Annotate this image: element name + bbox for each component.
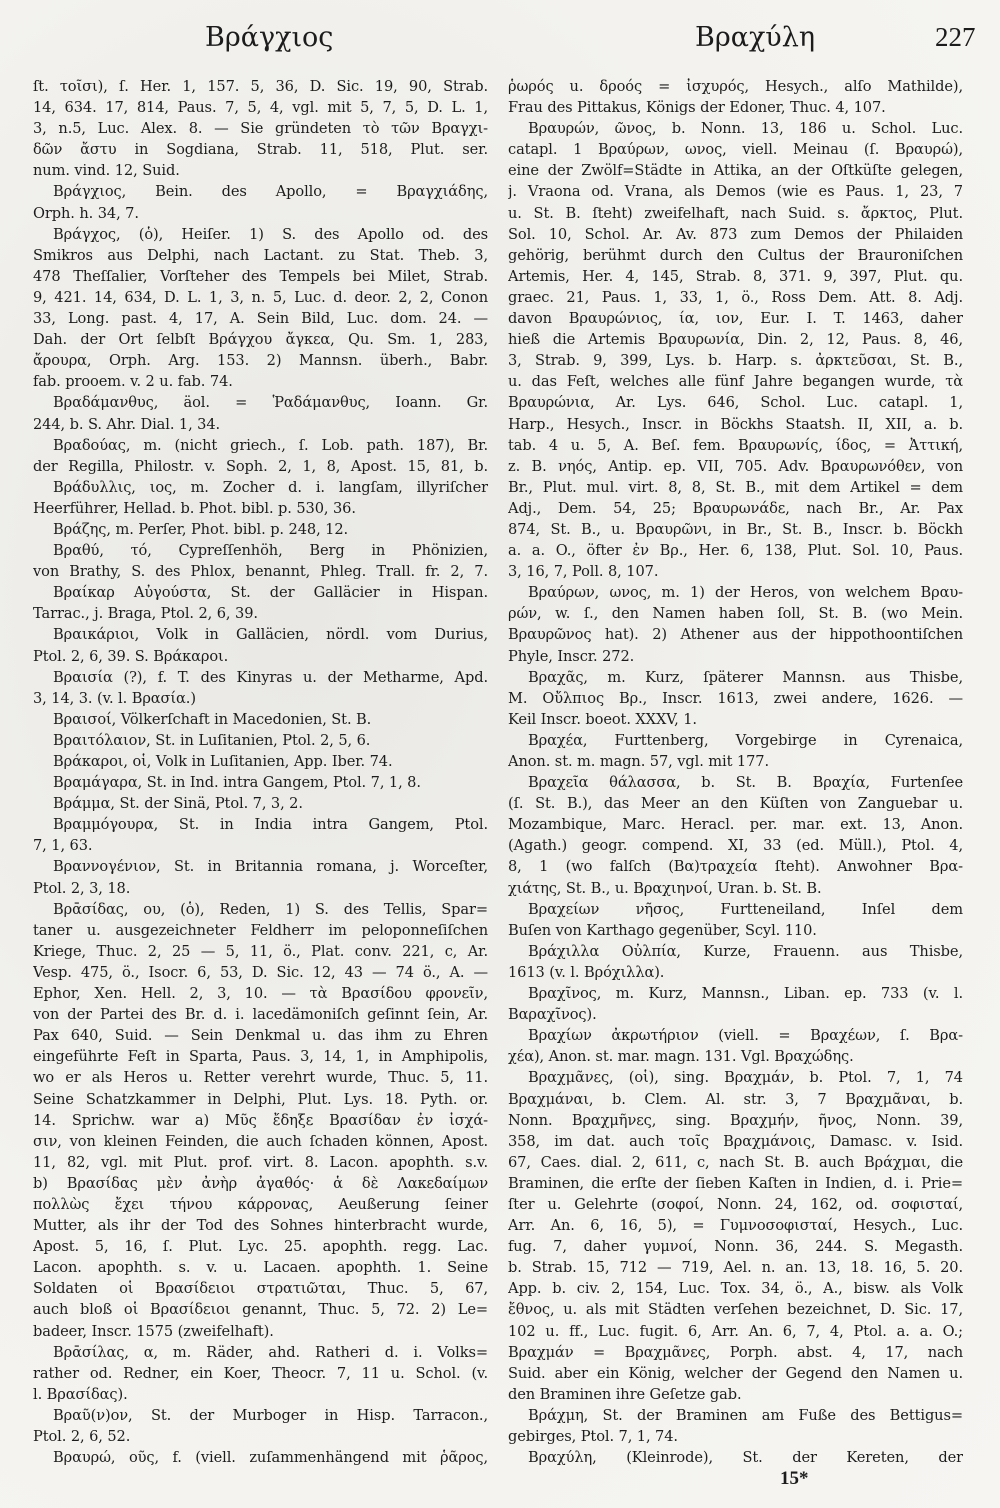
text-line: 67, Caes. dial. 2, 611, c, nach St. B. auch Βράχμαι, die — [508, 1153, 963, 1171]
text-line: 11, 82, vgl. mit Plut. prof. virt. 8. Lacon. apophth. s.v. — [33, 1153, 488, 1171]
text-line: Βραχμάν = Βραχμᾶνες, Porph. abst. 4, 17, nach — [508, 1343, 963, 1361]
text-line: (ſ. St. B.), das Meer an den Küſten von Zanguebar u. — [508, 795, 963, 813]
text-line: Adj., Dem. 54, 25; Βραυρωνάδε, nach Br., Ar. Pax — [508, 499, 963, 517]
text-line: Frau des Pittakus, Königs der Edoner, Thuc. 4, 107. — [508, 99, 886, 117]
text-line: Βράκαροι, οἱ, Volk in Luſitanien, App. Iber. 74. — [53, 753, 393, 770]
text-line: Βραχμᾶνες, (οἱ), sing. Βραχμάν, b. Ptol. 7, 1, 74 — [528, 1069, 963, 1087]
text-line: Βράδυλλις, ιος, m. Zocher d. i. langſam, illyriſcher — [53, 478, 488, 496]
text-line: Βραυρώ, οῦς, f. (viell. zuſammenhängend mit ῥᾶρος, — [53, 1449, 488, 1467]
text-line: χιάτης, St. B., u. Βραχιηνοί, Uran. b. St. B. — [508, 879, 822, 897]
text-line: Br., Plut. mul. virt. 8, 8, St. B., mit dem Artikel = dem — [508, 478, 963, 496]
text-line: eingeführte Feſt in Sparta, Paus. 3, 14, 1, in Amphipolis, — [33, 1048, 488, 1066]
text-line: graec. 21, Paus. 1, 33, 1, ö., Ross Dem. Att. 8. Adj. — [508, 288, 963, 306]
text-line: Βραχῖνος, m. Kurz, Mannsn., Liban. ep. 733 (v. l. — [528, 985, 963, 1003]
text-line: 8, 1 (wo falſch (Βα)τραχεία ſteht). Anwohner Βρα- — [508, 858, 963, 876]
text-line: Pax 640, Suid. — Sein Denkmal u. das ihm zu Ehren — [33, 1027, 488, 1045]
text-line: Βραθύ, τό, Cypreſſenhöh, Berg in Phönizien, — [53, 542, 488, 560]
text-line: u. das Feſt, welches alle fünf Jahre begangen wurde, τὰ — [508, 373, 963, 391]
text-line: Βραίκαρ Αὐγούστα, St. der Galläcier in Hispan. — [53, 584, 488, 602]
text-line: 14, 634. 17, 814, Paus. 7, 5, 4, vgl. mit 5, 7, 5, D. L. 1, — [33, 99, 488, 117]
text-line: Harp., Hesych., Inscr. in Böckhs Staatsh. II, XII, a. b. — [508, 415, 963, 433]
text-line: 9, 421. 14, 634, D. L. 1, 3, n. 5, Luc. d. deor. 2, 2, Conon — [33, 288, 488, 306]
text-line: Βραχμάναι, b. Clem. Al. str. 3, 7 Βραχμᾶναι, b. — [508, 1090, 963, 1108]
left-column — [33, 76, 488, 1468]
text-line: Ptol. 2, 6, 39. S. Βράκαροι. — [33, 647, 229, 665]
left-catchword: Βράγχιος — [205, 22, 334, 53]
text-line: Tarrac., j. Braga, Ptol. 2, 6, 39. — [33, 605, 258, 623]
text-line: num. vind. 12, Suid. — [33, 162, 180, 180]
text-line: b) Βρασίδας μὲν ἀνὴρ ἀγαθός· ἁ δὲ Λακεδαίμων — [33, 1174, 488, 1192]
text-line: Βραύρων, ωνος, m. 1) der Heros, von welchem Βραυ- — [528, 584, 963, 602]
text-line: rather od. Redner, ein Koer, Theocr. 7, 11 u. Schol. (v. — [33, 1364, 488, 1382]
text-line: auch bloß οἱ Βρασίδειοι genannt, Thuc. 5, 72. 2) Le= — [33, 1301, 488, 1319]
text-line: von Brathy, S. des Phlox, benannt, Phleg. Trall. fr. 2, 7. — [33, 563, 488, 581]
text-line: Heerführer, Hellad. b. Phot. bibl. p. 530, 36. — [33, 499, 356, 517]
running-head — [0, 22, 1000, 62]
text-line: Artemis, Her. 4, 145, Strab. 8, 371. 9, 397, Plut. qu. — [508, 267, 963, 285]
text-line: Βραυρῶνος hat). 2) Athener aus der hippothoontiſchen — [508, 626, 963, 644]
text-line: 478 Theſſalier, Vorſteher des Tempels bei Milet, Strab. — [33, 267, 488, 285]
text-line: j. Vraona od. Vrana, als Demos (wie es Paus. 1, 23, 7 — [508, 183, 963, 201]
text-line: Smikros aus Delphi, nach Lactant. zu Stat. Theb. 3, — [33, 246, 488, 264]
right-catchword: Βραχύλη — [695, 22, 816, 53]
text-line: Lacon. apophth. s. v. u. Lacaen. apophth. 1. Seine — [33, 1259, 488, 1277]
text-line: Βραμμόγουρα, St. in India intra Gangem, Ptol. — [53, 816, 488, 834]
text-line: Nonn. Βραχμῆνες, sing. Βραχμήν, ῆνος, Nonn. 39, — [508, 1111, 963, 1129]
text-line: von der Partei des Br. d. i. lacedämoniſch geſinnt ſein, Ar. — [33, 1006, 488, 1024]
text-line: Braminen, die erſte der ſieben Kaſten in Indien, d. i. Prie= — [508, 1174, 963, 1192]
text-line: Βαραχῖνος). — [508, 1006, 597, 1024]
text-line: z. B. νηός, Antip. ep. VII, 705. Adv. Βραυρωνόθεν, von — [508, 457, 963, 475]
text-line: 7, 1, 63. — [33, 837, 93, 855]
text-line: πολλὼς ἔχει τήνου κάρρονας, Aeußerung ſeiner — [33, 1195, 488, 1213]
text-line: 3, 14, 3. (v. l. Βρασία.) — [33, 689, 196, 707]
text-line: Arr. An. 6, 16, 5), = Γυμνοσοφισταί, Hesych., Luc. — [508, 1217, 963, 1235]
text-line: der Regilla, Philostr. v. Soph. 2, 1, 8, Apost. 15, 81, b. — [33, 457, 488, 475]
text-line: badeer, Inscr. 1575 (zweifelhaft). — [33, 1322, 274, 1340]
text-line: Buſen von Karthago gegenüber, Scyl. 110. — [508, 921, 817, 939]
text-line: fug. 7, daher γυμνοί, Nonn. 36, 244. S. Megasth. — [508, 1238, 963, 1256]
text-line: σιν, von kleinen Feinden, die auch ſchaden können, Apost. — [33, 1132, 488, 1150]
text-line: Βραμάγαρα, St. in Ind. intra Gangem, Ptol. 7, 1, 8. — [53, 774, 421, 792]
text-line: Βραχᾶς, m. Kurz, ſpäterer Mannsn. aus Thisbe, — [528, 668, 963, 686]
text-line: 3, n.5, Luc. Alex. 8. — Sie gründeten τὸ τῶν Βραγχι- — [33, 120, 488, 138]
text-line: Seine Schatzkammer in Delphi, Plut. Lys. 18. Pyth. or. — [33, 1090, 488, 1108]
text-line: ſter u. Gelehrte (σοφοί, Nonn. 24, 162, od. σοφισταί, — [508, 1195, 963, 1213]
text-line: Ptol. 2, 6, 52. — [33, 1428, 131, 1445]
text-line: Βράχμη, St. der Braminen am Fuße des Bettigus= — [528, 1406, 963, 1424]
text-line: Apost. 5, 16, ſ. Plut. Lyc. 25. apophth. regg. Lac. — [33, 1238, 488, 1256]
text-line: Keil Inscr. boeot. XXXV, 1. — [508, 710, 697, 728]
page-number: 227 — [935, 22, 976, 52]
text-line: Βραισοί, Völkerſchaft in Macedonien, St. B. — [53, 710, 372, 728]
text-line: Βραδούας, m. (nicht griech., ſ. Lob. path. 187), Br. — [53, 436, 488, 454]
text-line: Βράμμα, St. der Sinä, Ptol. 7, 3, 2. — [53, 795, 303, 813]
text-line: Βραισία (?), f. T. des Kinyras u. der Metharme, Apd. — [53, 668, 488, 686]
text-line: 3, 16, 7, Poll. 8, 107. — [508, 563, 659, 581]
text-line: b. Strab. 15, 712 — 719, Ael. n. an. 13, 18. 16, 5. 20. — [508, 1259, 963, 1277]
text-line: Βράγχος, (ὁ), Heiſer. 1) S. des Apollo od. des — [53, 225, 488, 243]
text-line: ῥωρός u. δροός = ἰσχυρός, Hesych., alſo Mathilde), — [508, 78, 963, 95]
text-line: Suid. aber ein König, welcher der Gegend den Namen u. — [508, 1364, 963, 1382]
text-line: Βραῦ(ν)ον, St. der Murboger in Hisp. Tarracon., — [53, 1406, 488, 1424]
text-line: Ephor, Xen. Hell. 2, 3, 10. — τὰ Βρασίδου φρονεῖν, — [33, 985, 488, 1003]
text-line: l. Βρασίδας). — [33, 1385, 128, 1403]
text-line: (Agath.) geogr. compend. XI, 33 (ed. Müll.), Ptol. 4, — [508, 837, 963, 855]
text-line: ἄρουρα, Orph. Arg. 153. 2) Mannsn. überh., Babr. — [33, 352, 488, 370]
text-line: 874, St. B., u. Βραυρῶνι, in Br., St. B., Inscr. b. Böckh — [508, 520, 963, 538]
text-line: Βρᾱσίδας, ου, (ὁ), Reden, 1) S. des Tellis, Spar= — [53, 900, 488, 918]
text-line: Orph. h. 34, 7. — [33, 204, 139, 222]
text-line: Sol. 10, Schol. Ar. Av. 873 zum Demos der Philaiden — [508, 225, 963, 243]
text-line: Βραννογένιον, St. in Britannia romana, j. Worceſter, — [53, 858, 488, 876]
text-line: 358, im dat. auch τοῖς Βραχμάνοις, Damasc. v. Isid. — [508, 1132, 963, 1150]
text-line: 102 u. ff., Luc. fugit. 6, Arr. An. 6, 7, 4, Ptol. a. a. O.; — [508, 1322, 963, 1340]
text-line: Βραχίων ἀκρωτήριον (viell. = Βραχέων, ſ. Βρα- — [528, 1027, 963, 1045]
text-line: a. a. O., öfter ἐν Βρ., Her. 6, 138, Plut. Sol. 10, Paus. — [508, 542, 963, 560]
text-line: Vesp. 475, ö., Isocr. 6, 53, D. Sic. 12, 43 — 74 ö., A. — — [33, 963, 488, 981]
text-line: Βραιτόλαιον, St. in Luſitanien, Ptol. 2, 5, 6. — [53, 731, 371, 749]
text-line: Μ. Οὔλπιος Βρ., Inscr. 1613, zwei andere, 1626. — — [508, 689, 963, 707]
text-line: Dah. der Ort ſelbſt Βράγχου ἄγκεα, Qu. Sm. 1, 283, — [33, 331, 488, 349]
text-line: hieß die Artemis Βραυρωνία, Din. 2, 12, Paus. 8, 46, — [508, 331, 963, 349]
text-line: Βραχέα, Furttenberg, Vorgebirge in Cyrenaica, — [528, 731, 963, 749]
text-line: ρών, w. ſ., den Namen haben ſoll, St. B. (wo Mein. — [508, 605, 963, 623]
text-line: Βραχείων νῆσος, Furtteneiland, Inſel dem — [528, 900, 963, 918]
text-line: 33, Long. past. 4, 17, A. Sein Bild, Luc. dom. 24. — — [33, 310, 488, 328]
text-line: χέα), Anon. st. mar. magn. 131. Vgl. Βραχώδης. — [508, 1048, 854, 1066]
text-line: gebirges, Ptol. 7, 1, 74. — [508, 1428, 678, 1445]
text-line: Kriege, Thuc. 2, 25 — 5, 11, ö., Plat. conv. 221, c, Ar. — [33, 942, 488, 960]
text-line: Mozambique, Marc. Heracl. per. mar. ext. 13, Anon. — [508, 816, 963, 834]
text-line: Βράγχιος, Bein. des Apollo, = Βραγχιάδης, — [53, 183, 488, 201]
text-line: 1613 (v. l. Βρόχιλλα). — [508, 963, 665, 981]
text-line: wo er als Heros u. Retter verehrt wurde, Thuc. 5, 11. — [33, 1069, 488, 1087]
text-line: fab. prooem. v. 2 u. fab. 74. — [33, 373, 233, 391]
text-line: Βράζης, m. Perſer, Phot. bibl. p. 248, 12. — [53, 520, 349, 538]
text-line: Ptol. 2, 3, 18. — [33, 879, 131, 897]
text-line: u. St. B. ſteht) zweifelhaft, nach Suid. s. ἄρκτος, Plut. — [508, 204, 963, 222]
text-line: Βραυρών, ῶνος, b. Nonn. 13, 186 u. Schol. Luc. — [528, 120, 963, 138]
text-line: Βραικάριοι, Volk in Galläcien, nördl. vom Durius, — [53, 626, 488, 644]
text-line: catapl. 1 Βραύρων, ωνος, viell. Meinau (ſ. Βραυρώ), — [508, 141, 963, 159]
text-line: Phyle, Inscr. 272. — [508, 647, 635, 665]
text-line: Βραχεῖα θάλασσα, b. St. B. Βραχία, Furtenſee — [528, 774, 963, 792]
text-line: 3, Strab. 9, 399, Lys. b. Harp. s. ἀρκτεῦσαι, St. B., — [508, 352, 963, 370]
text-line: ἔθνος, u. als mit Städten verſehen bezeichnet, D. Sic. 17, — [508, 1301, 963, 1319]
text-line: gehörig, berühmt durch den Cultus der Brauroniſchen — [508, 246, 963, 264]
signature-mark: 15* — [780, 1468, 809, 1489]
right-column — [508, 76, 963, 1468]
text-line: eine der Zwölf=Städte in Attika, an der Oſtküſte gelegen, — [508, 162, 963, 180]
text-line: ſt. τοῖσι), ſ. Her. 1, 157. 5, 36, D. Sic. 19, 90, Strab. — [33, 78, 488, 95]
text-line: Anon. st. m. magn. 57, vgl. mit 177. — [508, 753, 769, 770]
text-line: den Braminen ihre Geſetze gab. — [508, 1385, 742, 1403]
text-line: 14. Sprichw. war a) Μῦς ἔδηξε Βρασίδαν ἐν ἰσχά- — [33, 1111, 488, 1129]
text-line: davon Βραυρώνιος, ία, ιον, Eur. I. T. 1463, daher — [508, 310, 963, 328]
text-line: Βραυρώνια, Ar. Lys. 646, Schol. Luc. catapl. 1, — [508, 394, 963, 412]
text-line: δῶν ἄστυ in Sogdiana, Strab. 11, 518, Plut. ser. — [33, 141, 488, 159]
text-line: Βρᾱσίλας, α, m. Räder, ahd. Ratheri d. i. Volks= — [53, 1343, 488, 1361]
text-line: Βραδάμανθυς, äol. = Ῥαδάμανθυς, Ioann. Gr. — [53, 394, 488, 412]
text-line: App. b. civ. 2, 154, Luc. Tox. 34, ö., A., bisw. als Volk — [508, 1280, 963, 1298]
text-line: tab. 4 u. 5, A. Beſ. fem. Βραυρωνίς, ίδος, = Ἀττική, — [508, 436, 963, 454]
text-line: taner u. ausgezeichneter Feldherr im peloponneſiſchen — [33, 921, 488, 939]
text-line: Soldaten οἱ Βρασίδειοι στρατιῶται, Thuc. 5, 67, — [33, 1280, 488, 1298]
text-line: 244, b. S. Ahr. Dial. 1, 34. — [33, 415, 221, 433]
text-line: Βραχύλη, (Kleinrode), St. der Kereten, der — [528, 1449, 963, 1467]
text-line: Βράχιλλα Οὐλπία, Kurze, Frauenn. aus Thisbe, — [528, 942, 963, 960]
text-line: Mutter, als ihr der Tod des Sohnes hinterbracht wurde, — [33, 1217, 488, 1235]
